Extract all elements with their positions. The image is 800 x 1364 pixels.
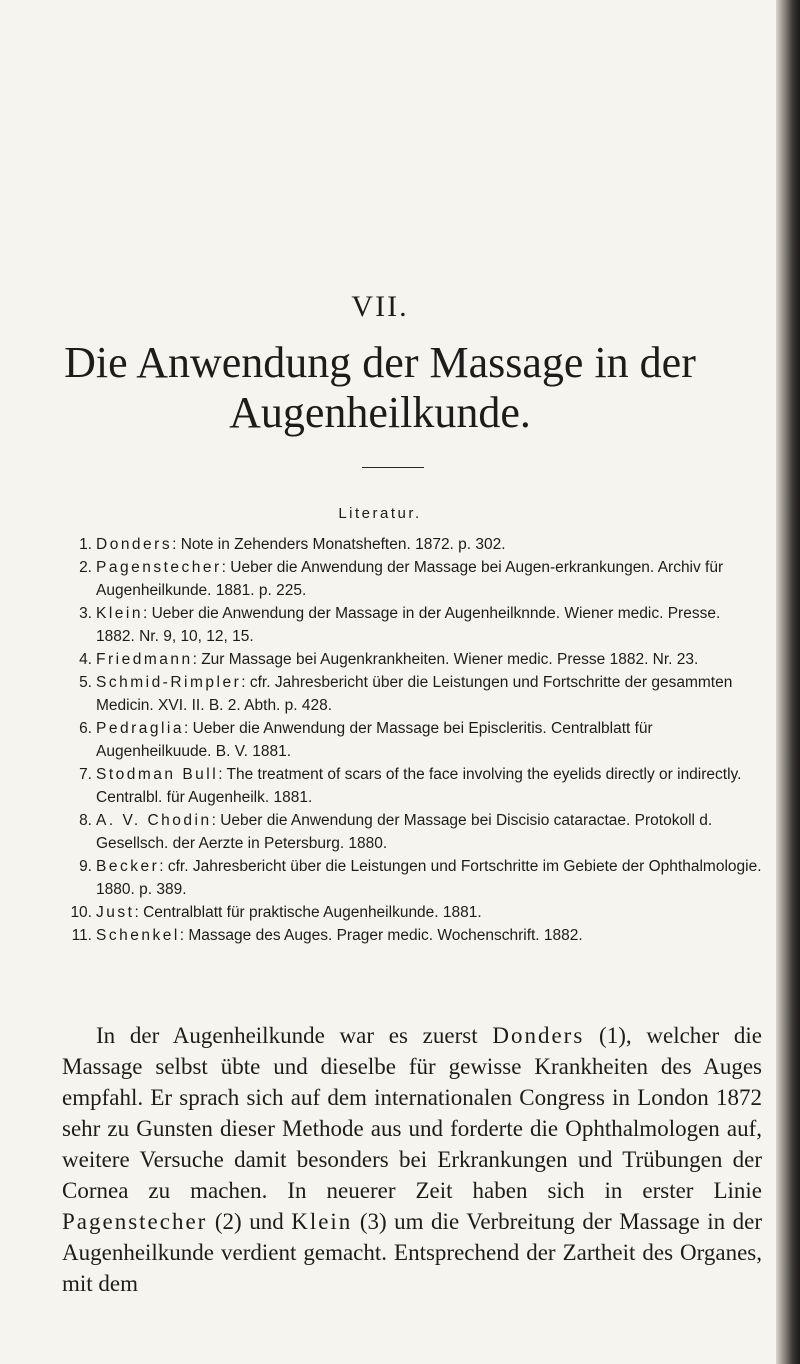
reference-text: Ueber die Anwendung der Massage bei Augen-erkrankungen. Archiv für Augenheilkunde. 1881. p. 225. bbox=[96, 559, 724, 599]
reference-text: Centralblatt für praktische Augenheilkunde. 1881. bbox=[143, 904, 482, 921]
reference-text: Zur Massage bei Augenkrankheiten. Wiener medic. Presse 1882. Nr. 23. bbox=[201, 651, 699, 668]
reference-author: Pagenstecher bbox=[96, 559, 222, 576]
body-paragraph bbox=[62, 1020, 762, 1299]
paragraph bbox=[62, 1020, 762, 1299]
reference-author: Klein bbox=[96, 605, 143, 622]
page-edge-shadow bbox=[776, 0, 800, 1364]
chapter-number: VII. bbox=[351, 290, 409, 323]
reference-item: 6. Pedraglia: Ueber die Anwendung der Massage bei Episcleritis. Centralblatt für Augenheilkuude. B. V. 1881. bbox=[62, 717, 762, 763]
reference-author: Stodman Bull bbox=[96, 766, 219, 783]
author-name-klein: Klein bbox=[291, 1209, 353, 1234]
reference-item: 5. Schmid-Rimpler: cfr. Jahresbericht über die Leistungen und Fortschritte der gesammten Medicin. XVI. II. B. 2. Abth. p. 428. bbox=[62, 671, 762, 717]
reference-number: 9. bbox=[79, 858, 92, 875]
reference-number: 2. bbox=[79, 559, 92, 576]
reference-item: 10. Just: Centralblatt für praktische Augenheilkunde. 1881. bbox=[62, 901, 762, 924]
text-run: (2) und bbox=[207, 1209, 292, 1234]
chapter-title-line-1: Die Anwendung der Massage in der bbox=[64, 338, 696, 387]
reference-text: Ueber die Anwendung der Massage in der Augenheilknnde. Wiener medic. Presse. 1882. Nr. 9, 10, 12, 15. bbox=[96, 605, 721, 645]
reference-text: cfr. Jahresbericht über die Leistungen und Fortschritte im Gebiete der Ophthalmologie. 1880. p. 389. bbox=[96, 858, 762, 898]
author-name-donders: Donders bbox=[492, 1023, 585, 1048]
reference-item: 2. Pagenstecher: Ueber die Anwendung der Massage bei Augen-erkrankungen. Archiv für Augenheilkunde. 1881. p. 225. bbox=[62, 556, 762, 602]
reference-author: Schmid-Rimpler bbox=[96, 674, 242, 691]
reference-text: Ueber die Anwendung der Massage bei Episcleritis. Centralblatt für Augenheilkuude. B. V. 1881. bbox=[96, 720, 653, 760]
reference-text: cfr. Jahresbericht über die Leistungen und Fortschritte der gesammten Medicin. XVI. II. B. 2. Abth. p. 428. bbox=[96, 674, 733, 714]
reference-item: 3. Klein: Ueber die Anwendung der Massage in der Augenheilknnde. Wiener medic. Presse. 1882. Nr. 9, 10, 12, 15. bbox=[62, 602, 762, 648]
reference-number: 11. bbox=[71, 927, 92, 944]
reference-text: The treatment of scars of the face involving the eyelids directly or indirectly. Centralbl. für Augenheilk. 1881. bbox=[96, 766, 742, 806]
reference-number: 8. bbox=[79, 812, 92, 829]
reference-number: 10. bbox=[70, 904, 92, 921]
reference-item: 1. Donders: Note in Zehenders Monatsheften. 1872. p. 302. bbox=[62, 533, 762, 556]
reference-author: Pedraglia bbox=[96, 720, 184, 737]
reference-author: Friedmann bbox=[96, 651, 193, 668]
chapter-title-line-2: Augenheilkunde. bbox=[229, 388, 531, 437]
reference-number: 5. bbox=[79, 674, 92, 691]
reference-text: Massage des Auges. Prager medic. Wochenschrift. 1882. bbox=[188, 927, 583, 944]
reference-number: 3. bbox=[79, 605, 92, 622]
author-name-pagenstecher: Pagenstecher bbox=[62, 1209, 208, 1234]
reference-item: 9. Becker: cfr. Jahresbericht über die Leistungen und Fortschritte im Gebiete der Ophthalmologie. 1880. p. 389. bbox=[62, 855, 762, 901]
reference-text: Note in Zehenders Monatsheften. 1872. p. 302. bbox=[180, 536, 506, 553]
reference-item: 8. A. V. Chodin: Ueber die Anwendung der Massage bei Discisio cataractae. Protokoll d. Gesellsch. der Aerzte in Petersburg. 1880. bbox=[62, 809, 762, 855]
reference-item: 11. Schenkel: Massage des Auges. Prager medic. Wochenschrift. 1882. bbox=[62, 924, 762, 947]
reference-number: 4. bbox=[79, 651, 92, 668]
reference-author: Donders bbox=[96, 536, 173, 553]
chapter-title bbox=[0, 338, 760, 438]
reference-text: Ueber die Anwendung der Massage bei Discisio cataractae. Protokoll d. Gesellsch. der Aerzte in Petersburg. 1880. bbox=[96, 812, 713, 852]
reference-list bbox=[62, 533, 762, 947]
reference-number: 6. bbox=[79, 720, 92, 737]
reference-number: 7. bbox=[79, 766, 92, 783]
literature-heading: Literatur. bbox=[338, 505, 422, 522]
reference-author: Schenkel bbox=[96, 927, 180, 944]
reference-number: 1. bbox=[79, 536, 92, 553]
reference-author: Becker bbox=[96, 858, 160, 875]
text-run: (3) um die Verbreitung der Massage in der Augenheilkunde verdient gemacht. Entsprechend der Zartheit des Organes, mit dem bbox=[62, 1209, 762, 1296]
reference-item: 7. Stodman Bull: The treatment of scars of the face involving the eyelids directly or indirectly. Centralbl. für Augenheilk. 1881. bbox=[62, 763, 762, 809]
reference-author: Just bbox=[96, 904, 135, 921]
title-divider bbox=[362, 467, 424, 468]
text-run: In der Augenheilkunde war es zuerst bbox=[96, 1023, 493, 1048]
text-run: (1), welcher die Massage selbst übte und dieselbe für gewisse Krankheiten des Auges empfahl. Er sprach sich auf dem internationalen Congress in London 1872 sehr zu Gunsten dieser Methode aus und forderte die Ophthalmologen auf, weitere Versuche damit besonders bei Erkrankungen und Trübungen der Cornea zu machen. In neuerer Zeit haben sich in erster Linie bbox=[62, 1023, 763, 1203]
reference-item: 4. Friedmann: Zur Massage bei Augenkrankheiten. Wiener medic. Presse 1882. Nr. 23. bbox=[62, 648, 762, 671]
reference-author: A. V. Chodin bbox=[96, 812, 212, 829]
